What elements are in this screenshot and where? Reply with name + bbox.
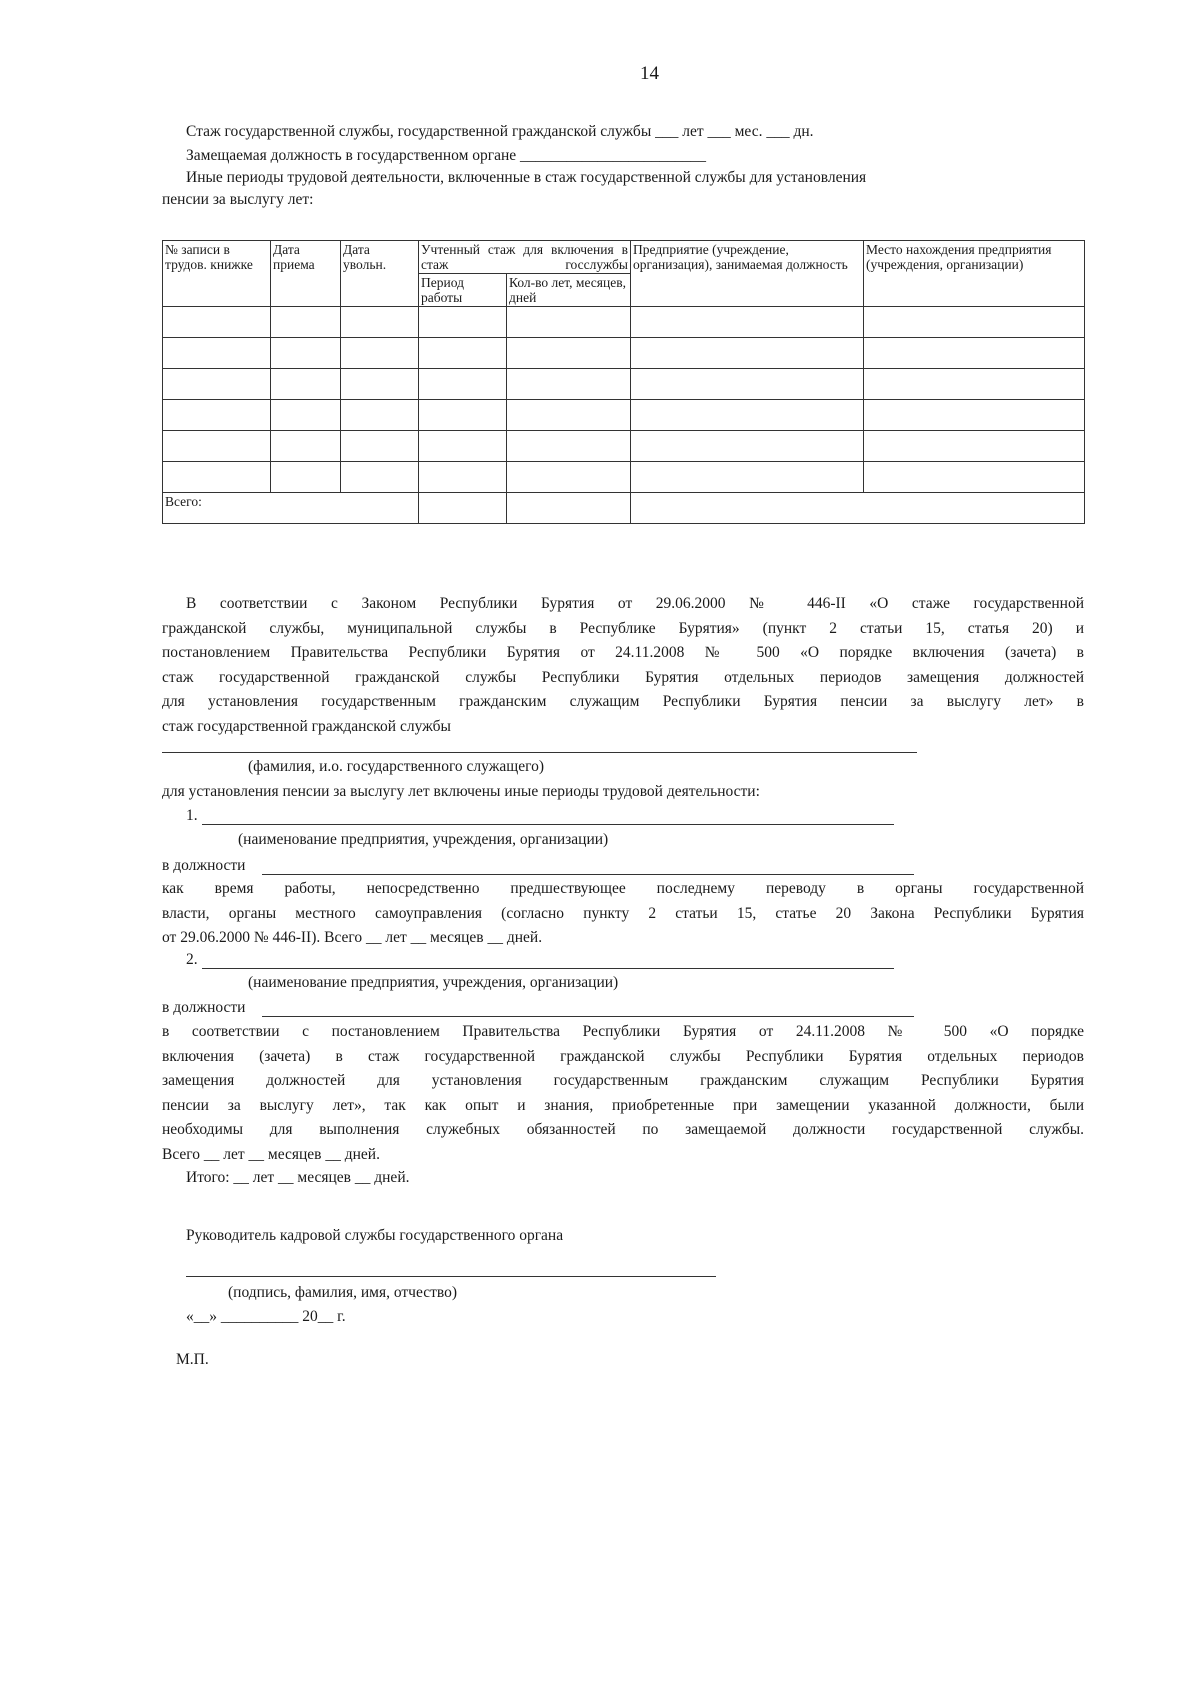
header-dismissal-date: Дата увольн. bbox=[341, 241, 419, 307]
position-label-2: в должности bbox=[162, 999, 246, 1016]
table-row bbox=[163, 462, 1085, 493]
item-2-number: 2. bbox=[186, 951, 198, 968]
other-periods-line-2: пенсии за выслугу лет: bbox=[162, 191, 314, 208]
position-label-1: в должности bbox=[162, 857, 246, 874]
table-row bbox=[163, 400, 1085, 431]
header-record-number: № записи в трудов. книжке bbox=[163, 241, 271, 307]
total-line: Итого: __ лет __ месяцев __ дней. bbox=[186, 1169, 410, 1186]
table-row bbox=[163, 338, 1085, 369]
position-line-1 bbox=[262, 874, 914, 875]
other-periods-line: Иные периоды трудовой деятельности, включенные в стаж государственной службы для установления bbox=[186, 169, 867, 186]
position-line: Замещаемая должность в государственном органе ________________________ bbox=[186, 147, 707, 164]
header-organization: Предприятие (учреждение, организация), занимаемая должность bbox=[631, 241, 864, 307]
legal-basis-paragraph: В соответствии с Законом Республики Бурятия от 29.06.2000 № 446-II «О стаже государственной гражданской службы, муниципальной службы в Республике Бурятия» (пункт 2 статьи 15, статья 20) и постановлением Правительства Республики Бурятия от 24.11.2008 № 500 «О порядке включения (зачета) в стаж государственной гражданской службы Республики Бурятия отдельных периодов замещения должностей для установления государственным гражданским служащим Республики Бурятия пенсии за выслугу лет» в стаж государственной гражданской службы bbox=[162, 595, 1084, 735]
date-line: «__» __________ 20__ г. bbox=[186, 1308, 346, 1325]
service-length-line: Стаж государственной службы, государственной гражданской службы ___ лет ___ мес. ___ дн. bbox=[186, 123, 814, 140]
item-2-org-line bbox=[202, 968, 894, 969]
work-time-paragraph: как время работы, непосредственно предшествующее последнему переводу в органы государственной власти, органы местного самоуправления (согласно пункту 2 статьи 15, статье 20 Закона Республики Бурятия от 29.06.2000 № 446-II). Всего __ лет __ месяцев __ дней. bbox=[162, 880, 1084, 946]
header-work-period: Период работы bbox=[419, 274, 507, 307]
signature-caption: (подпись, фамилия, имя, отчество) bbox=[228, 1284, 458, 1301]
fio-line bbox=[162, 752, 917, 753]
table-row bbox=[163, 431, 1085, 462]
header-hire-date: Дата приема bbox=[271, 241, 341, 307]
org-caption-2: (наименование предприятия, учреждения, организации) bbox=[248, 974, 619, 991]
position-line-2 bbox=[262, 1016, 914, 1017]
stamp-mark: М.П. bbox=[176, 1351, 209, 1368]
header-location: Место нахождения предприятия (учреждения, организации) bbox=[864, 241, 1085, 307]
table-total-row bbox=[163, 493, 1085, 524]
org-caption-1: (наименование предприятия, учреждения, организации) bbox=[238, 831, 609, 848]
fio-caption: (фамилия, и.о. государственного служащего) bbox=[248, 758, 544, 775]
hr-head-title: Руководитель кадровой службы государственного органа bbox=[186, 1227, 564, 1244]
total-label: Всего: bbox=[163, 493, 419, 524]
included-periods-line: для установления пенсии за выслугу лет включены иные периоды трудовой деятельности: bbox=[162, 783, 760, 800]
header-counted-service: Учтенный стаж для включения в стаж госслужбы bbox=[419, 241, 631, 274]
inclusion-paragraph: в соответствии с постановлением Правительства Республики Бурятия от 24.11.2008 № 500 «О порядке включения (зачета) в стаж государственной гражданской службы Республики Бурятия отдельных периодов замещения должностей для установления государственным гражданским служащим Республики Бурятия пенсии за выслугу лет», так как опыт и знания, приобретенные при замещении указанной должности, были необходимы для выполнения служебных обязанностей по замещаемой должности государственной службы. Всего __ лет __ месяцев __ дней. bbox=[162, 1023, 1084, 1163]
item-1-org-line bbox=[202, 824, 894, 825]
page-number: 14 bbox=[640, 63, 659, 84]
item-1-number: 1. bbox=[186, 807, 198, 824]
signature-line bbox=[186, 1276, 716, 1277]
table-header-row bbox=[163, 241, 1085, 274]
table-row bbox=[163, 307, 1085, 338]
service-periods-table bbox=[162, 240, 1085, 524]
table-row bbox=[163, 369, 1085, 400]
header-duration: Кол-во лет, месяцев, дней bbox=[507, 274, 631, 307]
